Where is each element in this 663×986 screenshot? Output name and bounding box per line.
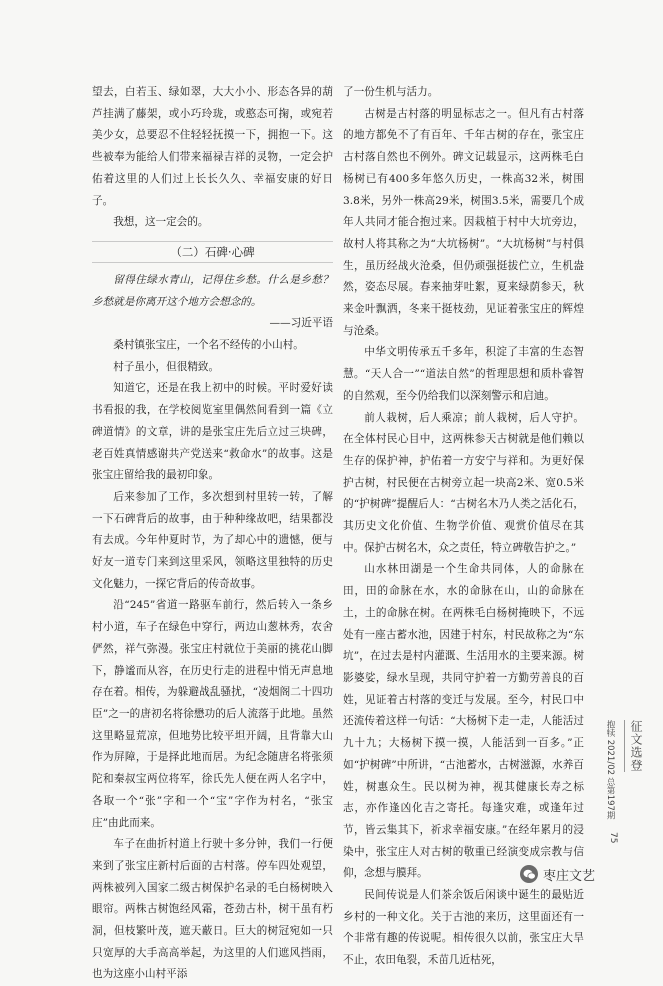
paragraph: 桑村镇张宝庄，一个名不经传的小山村。	[113, 339, 304, 352]
left-column	[92, 82, 333, 986]
paragraph: 了一份生机与活力。	[343, 86, 439, 98]
section-title: （二）石碑·心碑	[92, 241, 333, 263]
column-category-title: 征文选登	[624, 720, 645, 772]
page-sidebar	[598, 720, 648, 870]
paragraph: 民间传说是人们茶余饭后闲谈中诞生的最贴近乡村的一种文化。关于古池的来历，这里面还有一个非常有趣的传说呢。相传很久以前，张宝庄大旱不止，农田龟裂，禾苗几近枯死，	[343, 889, 584, 967]
paragraph: 望去，白若玉、绿如翠，大大小小、形态各异的葫芦挂满了藤架，或小巧玲珑，或憨态可掬，或宛若美少女，总要忍不住轻轻抚摸一下，拥抱一下。这些被奉为能给人们带来福禄吉祥的灵物，一定会护佑着这里的人们过上长长久久、幸福安康的好日子。	[92, 86, 333, 207]
right-column	[343, 82, 584, 972]
paragraph: 知道它，还是在我上初中的时候。平时爱好读书看报的我，在学校阅览室里偶然间看到一篇《立碑道情》的文章，讲的是张宝庄先后立过三块碑，老百姓真情感谢共产党送来“救命水”的故事。这是张宝庄留给我的最初印象。	[92, 382, 333, 482]
wechat-icon	[520, 865, 538, 883]
epigraph-attribution: ——习近平语	[269, 317, 333, 330]
issue-info: 抱犊 2021/02 总第197期	[605, 720, 615, 820]
paragraph: 我想，这一定会的。	[113, 216, 209, 229]
watermark-text: 枣庄文艺	[543, 868, 596, 884]
paragraph: 后来参加了工作，多次想到村里转一转，了解一下石碑背后的故事，由于种种缘故吧，结果都没有去成。今年仲夏时节，为了却心中的遗憾，便与好友一道专门来到这里采风，领略这里独特的历史文化魅力，一探它背后的传奇故事。	[92, 490, 333, 590]
epigraph-quote: 留得住绿水青山，记得住乡愁。什么是乡愁？乡愁就是你离开这个地方会想念的。	[92, 273, 333, 308]
paragraph: 山水林田湖是一个生命共同体，人的命脉在田，田的命脉在水，水的命脉在山，山的命脉在土，土的命脉在树。在两株毛白杨树掩映下，不远处有一座古蓄水池，因建于村东，村民故称之为“东坑”，在过去是村内灌溉、生活用水的主要来源。树影婆娑，绿水呈现，共同守护着一方勤劳善良的百姓，见证着古村落的变迁与发展。至今，村民口中还流传着这样一句话：“大杨树下走一走，人能活过九十九；大杨树下摸一摸，人能活到一百多。”正如“护树碑”中所讲，“古池蓄水，古树滋源，水养百姓，树惠众生。民以树为神，视其健康长寿之标志，亦作逢凶化吉之寄托。每逢灾难，或逢年过节，皆云集其下，祈求幸福安康。”在经年累月的浸染中，张宝庄人对古树的敬重已经演变成宗教与信仰，念想与膜拜。	[343, 563, 584, 880]
paragraph: 村子虽小，但很精致。	[113, 360, 220, 373]
paragraph: 前人栽树，后人乘凉；前人栽树，后人守护。在全体村民心目中，这两株参天古树就是他们赖以生存的保护神，护佑着一方安宁与祥和。为更好保护古树，村民便在古树旁立起一块高2米、宽0.5米的“护树碑”提醒后人：“古树名木乃人类之活化石，其历史文化价值、生物学价值、观赏价值尽在其中。保护古树名木，众之责任，特立碑敬告护之。”	[343, 411, 584, 554]
paragraph: 车子在曲折村道上行驶十多分钟，我们一行便来到了张宝庄新村后面的古村落。停车四处观望，两株被列入国家二级古树保护名录的毛白杨树映入眼帘。两株古树饱经风霜，苍劲古朴，树干虽有朽洞，但枝繁叶茂，遮天蔽日。巨大的树冠宛如一只只宽厚的大手高高举起，为这里的人们遮风挡雨，也为这座小山村平添	[92, 838, 333, 981]
page-number: 75	[608, 832, 618, 844]
paragraph: 古树是古村落的明显标志之一。但凡有古村落的地方都免不了有百年、千年古树的存在，张宝庄古村落自然也不例外。碑文记载显示，这两株毛白杨树已有400多年悠久历史，一株高32米，树围3.8米，另外一株高29米，树围3.5米，需要几个成年人共同才能合抱过来。因栽植于村中大坑旁边，故村人将其称之为“大坑杨树”。“大坑杨树”与村俱生，虽历经战火沧桑，但仍顽强挺拔伫立，生机盎然，姿态尽展。春来抽芽吐絮，夏来绿荫参天，秋来金叶飘洒，冬来干挺枝劲，见证着张宝庄的辉煌与沧桑。	[343, 107, 584, 337]
paragraph: 沿“245”省道一路驱车前行，然后转入一条乡村小道，车子在绿色中穿行，两边山葱林秀，农舍俨然，祥气弥漫。张宝庄村就位于美丽的挑花山脚下，静谧而从容，在历史行走的进程中悄无声息地存在着。相传，为躲避战乱骚扰，“凌烟阁二十四功臣”之一的唐初名将徐懋功的后人流落于此地。虽然这里略显荒凉，但地势比较平坦开阔，且背靠大山作为屏障，于是择此地而居。为纪念随唐名将张须陀和秦叔宝两位将军，徐氏先人便在两人名字中，各取一个“张”字和一个“宝”字作为村名，“张宝庄”由此而来。	[92, 599, 333, 829]
watermark	[520, 862, 656, 886]
paragraph: 中华文明传承五千多年，积淀了丰富的生态智慧。“天人合一”“道法自然”的哲理思想和质朴睿智的自然观，至今仍给我们以深刻警示和启迪。	[343, 346, 584, 402]
